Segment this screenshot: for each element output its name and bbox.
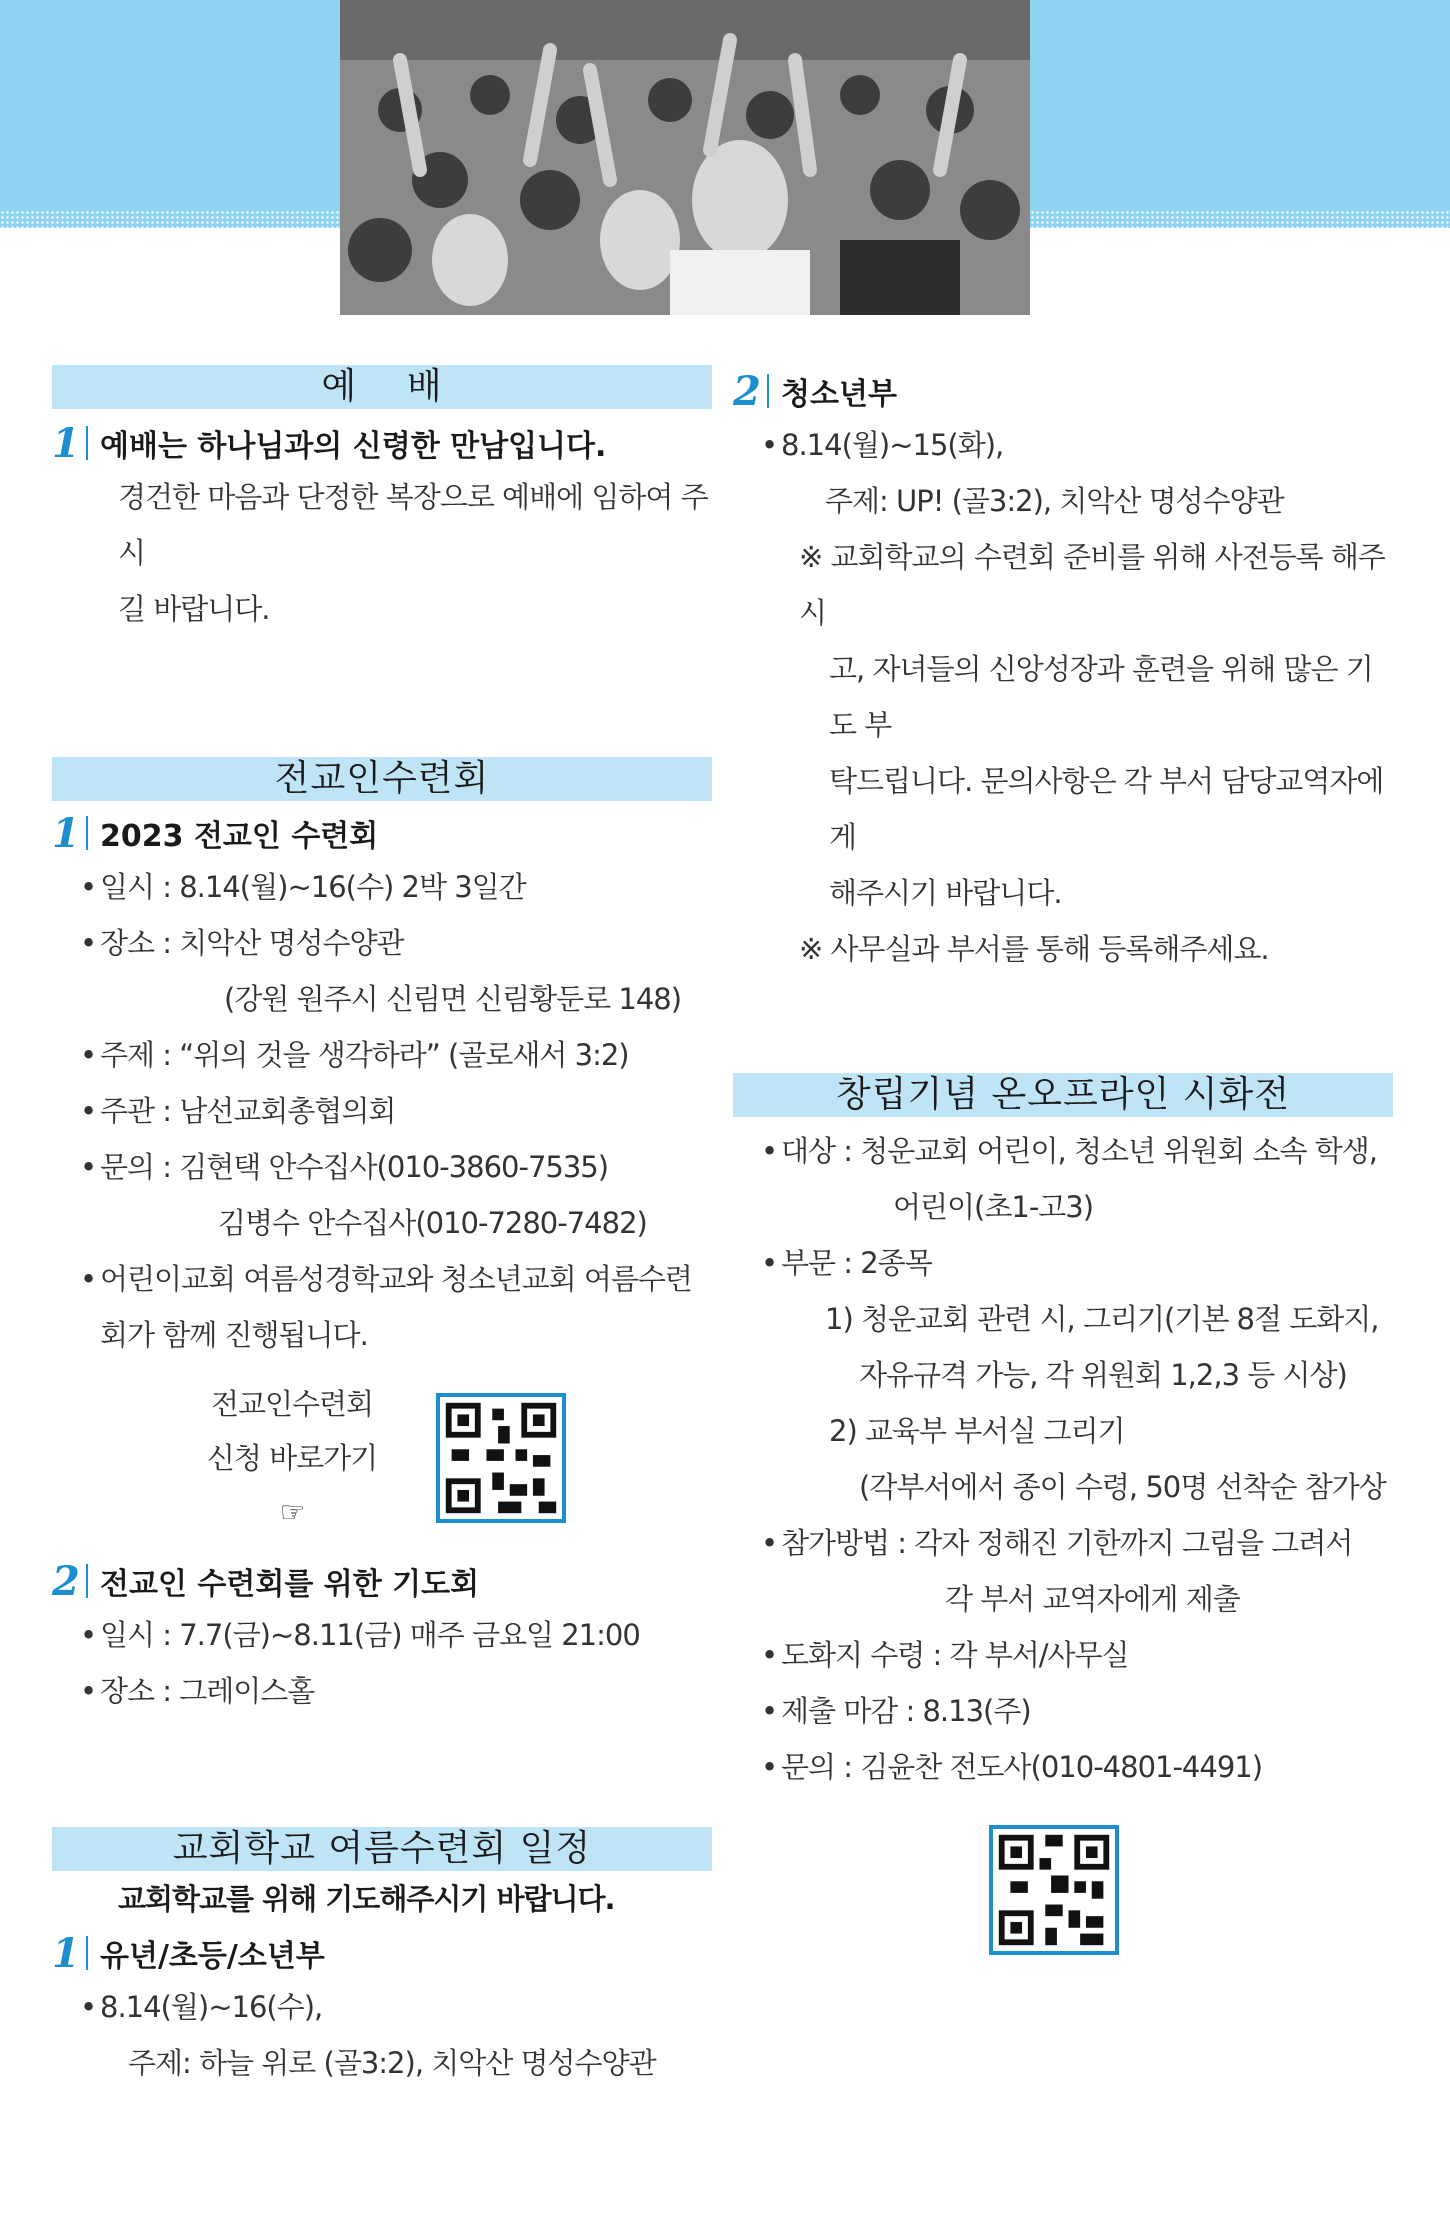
retreat-item-1 — [52, 807, 712, 859]
left-column — [52, 365, 712, 2091]
divider — [767, 374, 769, 408]
school-item-1-details — [52, 1979, 712, 2091]
retreat-joint-2: 회가 함께 진행됩니다. — [100, 1318, 368, 1352]
contest-contact: • 문의 : 김윤찬 전도사(010-4801-4491) — [733, 1739, 1393, 1795]
school-item-2-date: • 8.14(월)~15(화), — [733, 417, 1393, 473]
text-line: 길 바랍니다. — [118, 592, 270, 626]
retreat-item-2-title: 전교인 수련회를 위한 기도회 — [100, 1567, 480, 1602]
school-note-1-line: 탁드립니다. 문의사항은 각 부서 담당교역자에게 — [829, 764, 1384, 854]
retreat-qr-block — [192, 1377, 712, 1539]
contest-target-2: 어린이(초1-고3) — [893, 1190, 1094, 1224]
prayer-date: • 일시 : 7.7(금)~8.11(금) 매주 금요일 21:00 — [52, 1607, 712, 1663]
retreat-item-title: 2023 전교인 수련회 — [100, 819, 379, 854]
qr-pattern — [993, 1829, 1115, 1951]
retreat-header: 전교인수련회 — [52, 757, 712, 801]
prayer-place: • 장소 : 그레이스홀 — [52, 1663, 712, 1719]
divider — [86, 426, 88, 460]
retreat-contact: • 문의 : 김현택 안수집사(010-3860-7535) — [52, 1139, 712, 1195]
school-header: 교회학교 여름수련회 일정 — [52, 1827, 712, 1871]
retreat-date: • 일시 : 8.14(월)~16(수) 2박 3일간 — [52, 859, 712, 915]
item-number: 2 — [733, 367, 761, 415]
school-item-1-title: 유년/초등/소년부 — [100, 1939, 325, 1974]
item-number: 1 — [52, 1929, 80, 1977]
school-item-1-date: • 8.14(월)~16(수), — [52, 1979, 712, 2035]
school-item-2 — [733, 365, 1393, 417]
retreat-contact-2: 김병수 안수집사(010-7280-7482) — [218, 1206, 647, 1240]
retreat-host: • 주관 : 남선교회총협의회 — [52, 1083, 712, 1139]
retreat-joint: • 어린이교회 여름성경학교와 청소년교회 여름수련 — [52, 1251, 712, 1307]
contest-category-2-line: (각부서에서 종이 수령, 50명 선착순 참가상 — [859, 1470, 1386, 1504]
retreat-details — [52, 859, 712, 1363]
school-item-1 — [52, 1927, 712, 1979]
divider — [86, 1936, 88, 1970]
school-intro: 교회학교를 위해 기도해주시기 바랍니다. — [118, 1882, 615, 1916]
retreat-theme: • 주제 : “위의 것을 생각하라” (골로새서 3:2) — [52, 1027, 712, 1083]
retreat-qr-code[interactable] — [436, 1393, 566, 1523]
contest-deadline: • 제출 마감 : 8.13(주) — [733, 1683, 1393, 1739]
contest-qr-code[interactable] — [989, 1825, 1119, 1955]
worship-item-1 — [52, 417, 712, 469]
item-number: 1 — [52, 809, 80, 857]
retreat-address: (강원 원주시 신림면 신림황둔로 148) — [224, 982, 682, 1016]
worship-item-title: 예배는 하나님과의 신령한 만남입니다. — [100, 429, 607, 464]
contest-paper: • 도화지 수령 : 각 부서/사무실 — [733, 1627, 1393, 1683]
contest-method: • 참가방법 : 각자 정해진 기한까지 그림을 그려서 — [733, 1515, 1393, 1571]
contest-details — [733, 1123, 1393, 1795]
contest-category-1: 1) 청운교회 관련 시, 그리기(기본 8절 도화지, — [825, 1302, 1379, 1336]
divider — [86, 1564, 88, 1598]
contest-method-2: 각 부서 교역자에게 제출 — [945, 1582, 1240, 1616]
contest-header: 창립기념 온오프라인 시화전 — [733, 1073, 1393, 1117]
contest-target: • 대상 : 청운교회 어린이, 청소년 위원회 소속 학생, — [733, 1123, 1393, 1179]
school-note-1: ※ 교회학교의 수련회 준비를 위해 사전등록 해주시 — [799, 540, 1385, 630]
worship-header: 예 배 — [52, 365, 712, 409]
divider — [86, 816, 88, 850]
qr-label-line: 전교인수련회 — [210, 1387, 374, 1421]
school-note-1-line: 해주시기 바랍니다. — [829, 876, 1062, 910]
qr-pattern — [440, 1397, 562, 1519]
right-column — [733, 365, 1393, 1955]
qr-label — [192, 1377, 392, 1539]
contest-category-1-line: 자유규격 가능, 각 위원회 1,2,3 등 시상) — [859, 1358, 1347, 1392]
text-line: 경건한 마음과 단정한 복장으로 예배에 임하여 주시 — [118, 480, 708, 570]
item-number: 1 — [52, 419, 80, 467]
prayer-details — [52, 1607, 712, 1719]
school-item-1-theme: 주제: 하늘 위로 (골3:2), 치악산 명성수양관 — [128, 2046, 656, 2080]
school-item-2-details — [733, 417, 1393, 977]
school-note-2: ※ 사무실과 부서를 통해 등록해주세요. — [799, 932, 1269, 966]
contest-category-2: 2) 교육부 부서실 그리기 — [829, 1414, 1125, 1448]
qr-link-label[interactable]: 신청 바로가기 ☞ — [206, 1441, 378, 1529]
school-item-2-theme: 주제: UP! (골3:2), 치악산 명성수양관 — [825, 484, 1284, 518]
worship-body — [52, 469, 712, 637]
item-number: 2 — [52, 1557, 80, 1605]
school-note-1-line: 고, 자녀들의 신앙성장과 훈련을 위해 많은 기도 부 — [829, 652, 1373, 742]
retreat-photo — [340, 0, 1030, 315]
retreat-item-2 — [52, 1555, 712, 1607]
school-item-2-title: 청소년부 — [781, 377, 897, 412]
retreat-place: • 장소 : 치악산 명성수양관 — [52, 915, 712, 971]
contest-category: • 부문 : 2종목 — [733, 1235, 1393, 1291]
